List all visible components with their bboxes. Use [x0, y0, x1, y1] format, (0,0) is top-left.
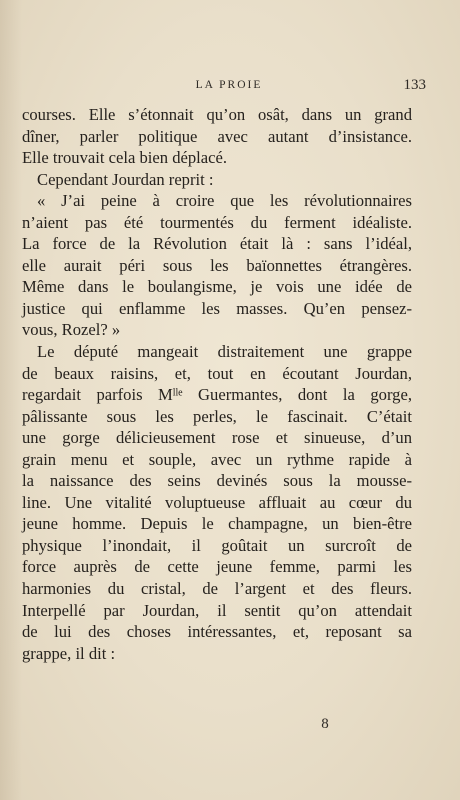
text-line: Le député mangeait distraitement une grappe — [37, 342, 412, 362]
text-line: Même dans le boulangisme, je vois une idée de — [22, 277, 412, 297]
text-line: Cependant Jourdan reprit : — [37, 169, 214, 189]
text-line: Interpellé par Jourdan, il sentit qu’on attendait — [22, 600, 412, 620]
text-line: courses. Elle s’étonnait qu’on osât, dans un grand — [22, 105, 412, 124]
running-head — [20, 77, 438, 97]
signature-mark: 8 — [321, 716, 329, 732]
text-line: jeune homme. Depuis le champagne, un bien-être — [22, 514, 412, 534]
text-line: la naissance des seins devinés sous la mousse- — [22, 471, 412, 491]
text-line: n’aient pas été tourmentés du ferment idéaliste. — [22, 212, 412, 232]
text-line: « J’ai peine à croire que les révolutionnaires — [37, 191, 412, 211]
text-line: force auprès de cette jeune femme, parmi les — [22, 557, 412, 577]
text-line: elle aurait péri sous les baïonnettes étrangères. — [22, 255, 412, 275]
text-line: vous, Rozel? » — [22, 320, 121, 340]
text-line: line. Une vitalité voluptueuse affluait au cœur du — [22, 492, 412, 512]
text-line: dîner, parler politique avec autant d’insistance. — [22, 126, 412, 146]
text-line: grappe, il dit : — [22, 643, 116, 663]
text-line: pâlissante sous les perles, le fascinait. C’était — [22, 406, 412, 426]
text-line: harmonies du cristal, de l’argent et des fleurs. — [22, 579, 412, 599]
text-line: physique l’inondait, il goûtait un surcroît de — [22, 535, 412, 555]
text-line: une gorge délicieusement rose et sinueuse, d’un — [22, 428, 412, 448]
text-line: La force de la Révolution était là : sans l’idéal, — [22, 234, 412, 254]
page-number: 133 — [403, 77, 426, 93]
text-line: Elle trouvait cela bien déplacé. — [22, 148, 228, 168]
text-line: justice qui enflamme les masses. Qu’en pensez- — [22, 298, 412, 318]
text-line: de lui des choses intéressantes, et, reposant sa — [22, 622, 412, 642]
body-text — [22, 104, 412, 664]
running-title: LA PROIE — [195, 79, 263, 91]
text-line: grain menu et souple, avec un rythme rapide à — [22, 449, 412, 469]
text-line: regardait parfois Mˡˡᵉ Guermantes, dont la gorge, — [22, 385, 412, 405]
text-line: de beaux raisins, et, tout en écoutant Jourdan, — [22, 363, 412, 383]
